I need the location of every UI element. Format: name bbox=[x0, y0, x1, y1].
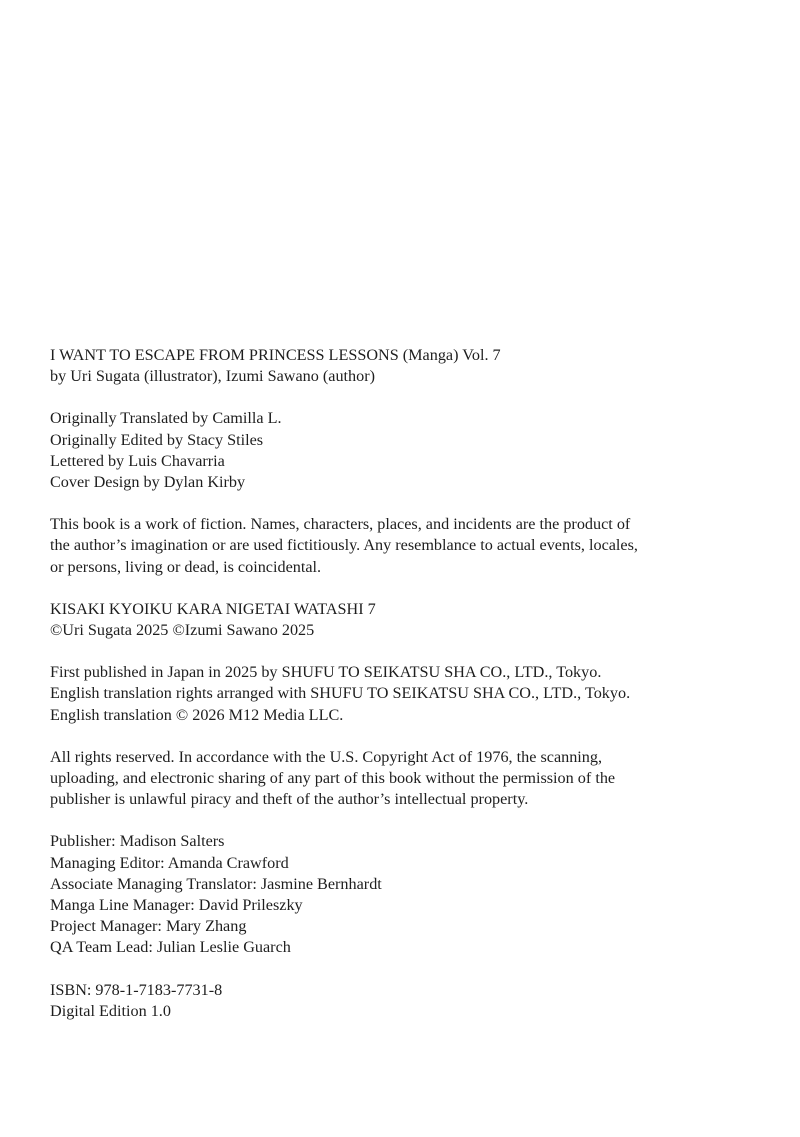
book-authors: by Uri Sugata (illustrator), Izumi Sawano (author) bbox=[50, 367, 376, 386]
line-manager-credit: Manga Line Manager: David Prileszky bbox=[50, 896, 303, 915]
publication-block bbox=[50, 662, 770, 726]
fiction-disclaimer-line: the author’s imagination or are used fictitiously. Any resemblance to actual events, locales, bbox=[50, 536, 638, 555]
credits-block bbox=[50, 408, 770, 493]
managing-translator-credit: Associate Managing Translator: Jasmine Bernhardt bbox=[50, 874, 382, 893]
fiction-disclaimer-line: This book is a work of fiction. Names, characters, places, and incidents are the product of bbox=[50, 515, 631, 534]
rights-line: publisher is unlawful piracy and theft of the author’s intellectual property. bbox=[50, 790, 529, 809]
qa-lead-credit: QA Team Lead: Julian Leslie Guarch bbox=[50, 938, 291, 957]
editor-credit: Originally Edited by Stacy Stiles bbox=[50, 430, 264, 449]
title-block bbox=[50, 345, 770, 387]
translation-rights: English translation rights arranged with SHUFU TO SEIKATSU SHA CO., LTD., Tokyo. bbox=[50, 684, 631, 703]
original-title-block bbox=[50, 599, 770, 641]
isbn: ISBN: 978-1-7183-7731-8 bbox=[50, 980, 223, 999]
publisher-credit: Publisher: Madison Salters bbox=[50, 832, 225, 851]
cover-design-credit: Cover Design by Dylan Kirby bbox=[50, 473, 246, 492]
managing-editor-credit: Managing Editor: Amanda Crawford bbox=[50, 853, 289, 872]
edition: Digital Edition 1.0 bbox=[50, 1001, 171, 1020]
copyright-page bbox=[50, 345, 770, 1043]
project-manager-credit: Project Manager: Mary Zhang bbox=[50, 917, 247, 936]
rights-reserved-block bbox=[50, 747, 770, 811]
translation-copyright: English translation © 2026 M12 Media LLC. bbox=[50, 705, 344, 724]
original-copyright: ©Uri Sugata 2025 ©Izumi Sawano 2025 bbox=[50, 621, 315, 640]
first-published: First published in Japan in 2025 by SHUFU TO SEIKATSU SHA CO., LTD., Tokyo. bbox=[50, 663, 602, 682]
rights-line: uploading, and electronic sharing of any part of this book without the permission of the bbox=[50, 769, 616, 788]
original-title: KISAKI KYOIKU KARA NIGETAI WATASHI 7 bbox=[50, 599, 376, 618]
isbn-block bbox=[50, 980, 770, 1022]
fiction-disclaimer bbox=[50, 514, 770, 578]
rights-line: All rights reserved. In accordance with the U.S. Copyright Act of 1976, the scanning, bbox=[50, 747, 603, 766]
letterer-credit: Lettered by Luis Chavarria bbox=[50, 451, 225, 470]
fiction-disclaimer-line: or persons, living or dead, is coincidental. bbox=[50, 557, 322, 576]
book-title: I WANT TO ESCAPE FROM PRINCESS LESSONS (Manga) Vol. 7 bbox=[50, 346, 501, 364]
staff-block bbox=[50, 831, 770, 958]
translator-credit: Originally Translated by Camilla L. bbox=[50, 409, 282, 428]
